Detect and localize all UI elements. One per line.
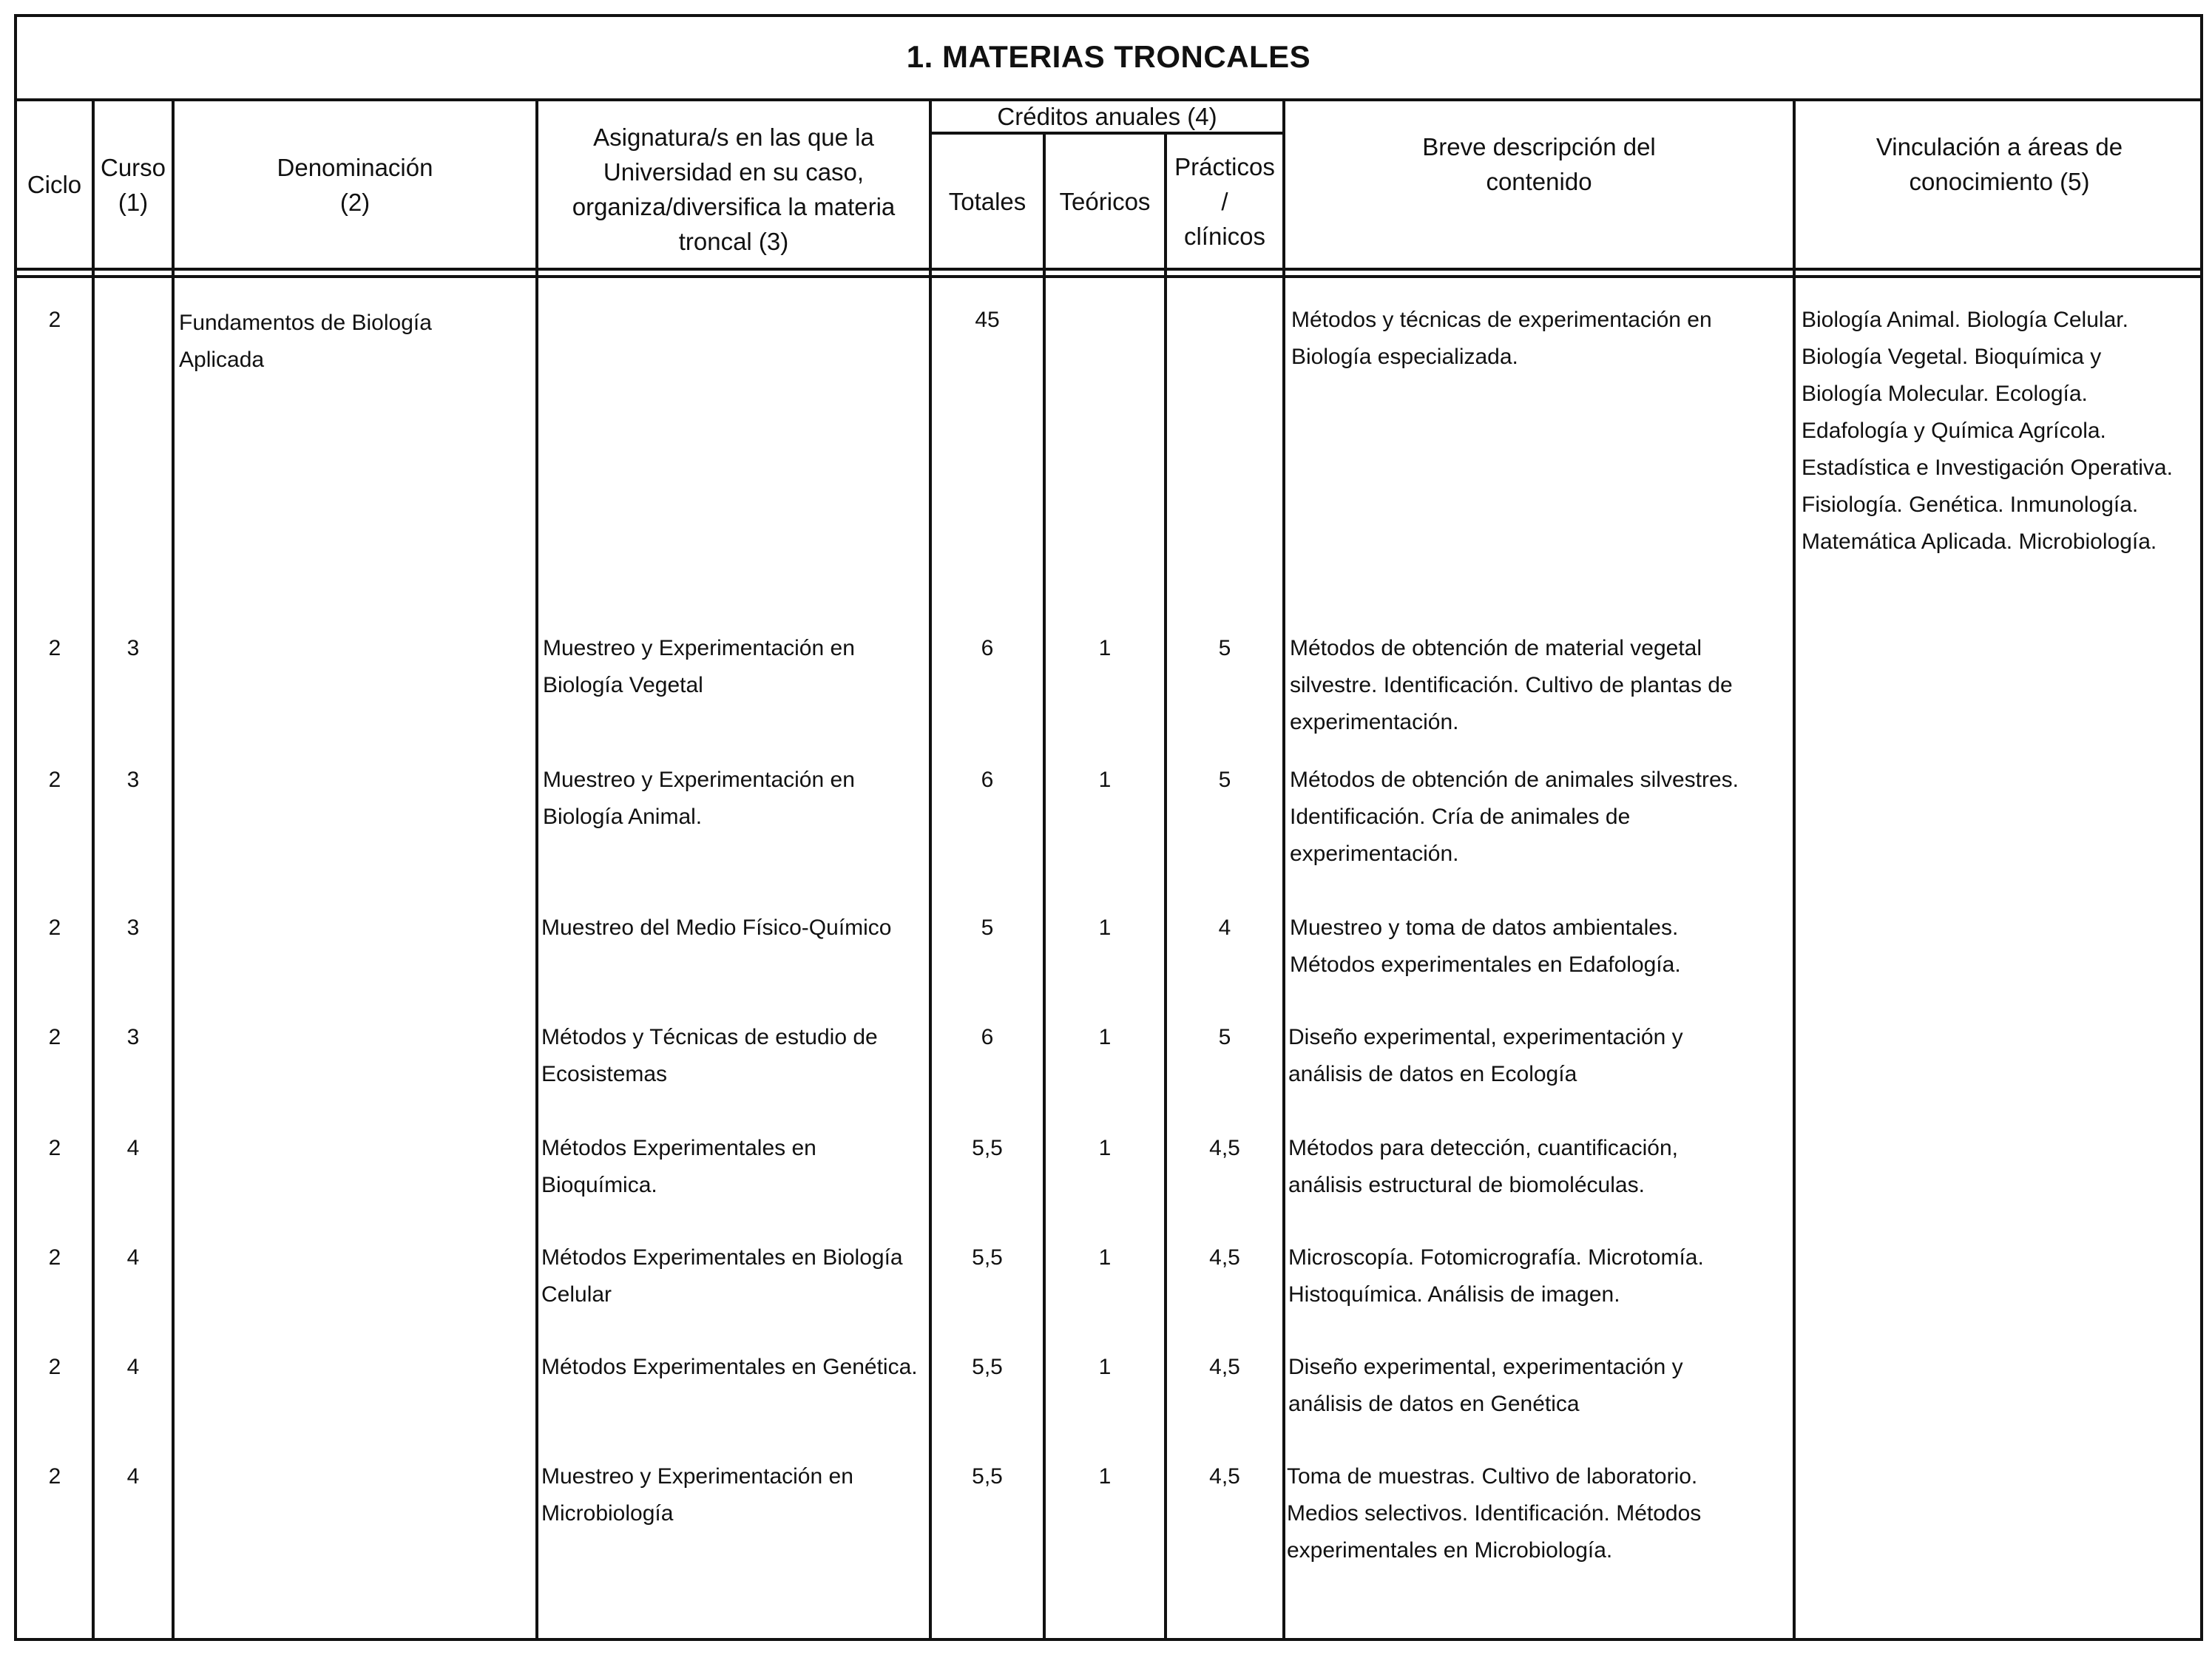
row-6-ciclo: 2 bbox=[48, 1245, 61, 1270]
row-1-curso: 3 bbox=[126, 636, 140, 660]
row-2-totales: 6 bbox=[981, 768, 994, 792]
header-curso: Curso (1) bbox=[100, 153, 166, 216]
row-5-curso: 4 bbox=[126, 1136, 140, 1160]
row-4-totales: 6 bbox=[981, 1025, 994, 1049]
row-5-ciclo: 2 bbox=[48, 1136, 61, 1160]
row-2-practicos: 5 bbox=[1218, 768, 1231, 792]
row-0-denominacion: Fundamentos de Biología Aplicada bbox=[179, 311, 432, 372]
col-sep-ciclo bbox=[92, 98, 95, 1641]
row-0-ciclo: 2 bbox=[48, 308, 61, 332]
row-6-teoricos: 1 bbox=[1098, 1245, 1112, 1270]
header-denominacion: Denominación (2) bbox=[277, 153, 433, 216]
header-totales: Totales bbox=[948, 187, 1026, 215]
row-1-practicos: 5 bbox=[1218, 636, 1231, 660]
row-8-ciclo: 2 bbox=[48, 1464, 61, 1489]
col-sep-denominacion bbox=[535, 98, 538, 1641]
row-5-teoricos: 1 bbox=[1098, 1136, 1112, 1160]
row-4-ciclo: 2 bbox=[48, 1025, 61, 1049]
row-7-curso: 4 bbox=[126, 1355, 140, 1379]
header-descripcion: Breve descripción del contenido bbox=[1422, 133, 1656, 195]
row-8-asignatura: Muestreo y Experimentación en Microbiología bbox=[541, 1464, 853, 1526]
row-7-descripcion: Diseño experimental, experimentación y análisis de datos en Genética bbox=[1288, 1355, 1683, 1416]
row-2-ciclo: 2 bbox=[48, 768, 61, 792]
row-2-curso: 3 bbox=[126, 768, 140, 792]
row-3-asignatura: Muestreo del Medio Físico-Químico bbox=[541, 916, 892, 940]
row-4-teoricos: 1 bbox=[1098, 1025, 1112, 1049]
header-divider bbox=[14, 268, 2203, 271]
row-4-asignatura: Métodos y Técnicas de estudio de Ecosistemas bbox=[541, 1025, 878, 1086]
header-teoricos: Teóricos bbox=[1059, 187, 1151, 215]
col-sep-teoricos bbox=[1164, 133, 1167, 1641]
header-vinculacion: Vinculación a áreas de conocimiento (5) bbox=[1876, 133, 2123, 195]
header-asignatura: Asignatura/s en las que la Universidad en su caso, organiza/diversifica la materia troncal (3) bbox=[572, 123, 896, 255]
row-6-totales: 5,5 bbox=[972, 1245, 1003, 1270]
row-5-asignatura: Métodos Experimentales en Bioquímica. bbox=[541, 1136, 816, 1197]
row-8-curso: 4 bbox=[126, 1464, 140, 1489]
row-2-teoricos: 1 bbox=[1098, 768, 1112, 792]
row-1-asignatura: Muestreo y Experimentación en Biología Vegetal bbox=[543, 636, 855, 697]
col-sep-totales bbox=[1043, 133, 1046, 1641]
row-6-descripcion: Microscopía. Fotomicrografía. Microtomía. Histoquímica. Análisis de imagen. bbox=[1288, 1245, 1704, 1307]
row-7-teoricos: 1 bbox=[1098, 1355, 1112, 1379]
header-practicos: Prácticos / clínicos bbox=[1174, 152, 1275, 250]
row-0-descripcion: Métodos y técnicas de experimentación en Biología especializada. bbox=[1291, 308, 1712, 369]
row-6-curso: 4 bbox=[126, 1245, 140, 1270]
row-5-descripcion: Métodos para detección, cuantificación, análisis estructural de biomoléculas. bbox=[1288, 1136, 1678, 1197]
row-1-ciclo: 2 bbox=[48, 636, 61, 660]
row-7-ciclo: 2 bbox=[48, 1355, 61, 1379]
row-4-practicos: 5 bbox=[1218, 1025, 1231, 1049]
row-1-descripcion: Métodos de obtención de material vegetal silvestre. Identificación. Cultivo de plantas de experimentación. bbox=[1290, 636, 1733, 734]
row-7-practicos: 4,5 bbox=[1209, 1355, 1240, 1379]
row-8-teoricos: 1 bbox=[1098, 1464, 1112, 1489]
header-ciclo: Ciclo bbox=[27, 171, 82, 198]
header-divider-second bbox=[14, 275, 2203, 278]
row-2-asignatura: Muestreo y Experimentación en Biología Animal. bbox=[543, 768, 855, 829]
col-sep-practicos bbox=[1282, 98, 1285, 1641]
row-3-curso: 3 bbox=[126, 916, 140, 940]
row-0-vinculacion: Biología Animal. Biología Celular. Biología Vegetal. Bioquímica y Biología Molecular. Ecología. Edafología y Química Agrícola. Estadística e Investigación Operativa. Fisiología. Genética. Inmunología. Matemática Aplicada. Microbiología. bbox=[1802, 308, 2173, 554]
row-1-totales: 6 bbox=[981, 636, 994, 660]
row-7-asignatura: Métodos Experimentales en Genética. bbox=[541, 1355, 918, 1379]
row-8-totales: 5,5 bbox=[972, 1464, 1003, 1489]
row-3-practicos: 4 bbox=[1218, 916, 1231, 940]
row-6-asignatura: Métodos Experimentales en Biología Celular bbox=[541, 1245, 903, 1307]
row-3-teoricos: 1 bbox=[1098, 916, 1112, 940]
row-8-practicos: 4,5 bbox=[1209, 1464, 1240, 1489]
row-4-curso: 3 bbox=[126, 1025, 140, 1049]
row-3-totales: 5 bbox=[981, 916, 994, 940]
row-3-descripcion: Muestreo y toma de datos ambientales. Métodos experimentales en Edafología. bbox=[1290, 916, 1681, 977]
row-0-totales: 45 bbox=[975, 308, 1000, 332]
row-3-ciclo: 2 bbox=[48, 916, 61, 940]
row-6-practicos: 4,5 bbox=[1209, 1245, 1240, 1270]
row-1-teoricos: 1 bbox=[1098, 636, 1112, 660]
table-title: 1. MATERIAS TRONCALES bbox=[906, 39, 1311, 74]
row-5-totales: 5,5 bbox=[972, 1136, 1003, 1160]
col-sep-curso bbox=[172, 98, 175, 1641]
row-2-descripcion: Métodos de obtención de animales silvestres. Identificación. Cría de animales de experimentación. bbox=[1290, 768, 1739, 866]
row-8-descripcion: Toma de muestras. Cultivo de laboratorio. Medios selectivos. Identificación. Métodos experimentales en Microbiología. bbox=[1287, 1464, 1702, 1563]
row-7-totales: 5,5 bbox=[972, 1355, 1003, 1379]
row-4-descripcion: Diseño experimental, experimentación y análisis de datos en Ecología bbox=[1288, 1025, 1683, 1086]
col-sep-descripcion bbox=[1793, 98, 1796, 1641]
header-creditos: Créditos anuales (4) bbox=[997, 103, 1217, 130]
row-5-practicos: 4,5 bbox=[1209, 1136, 1240, 1160]
